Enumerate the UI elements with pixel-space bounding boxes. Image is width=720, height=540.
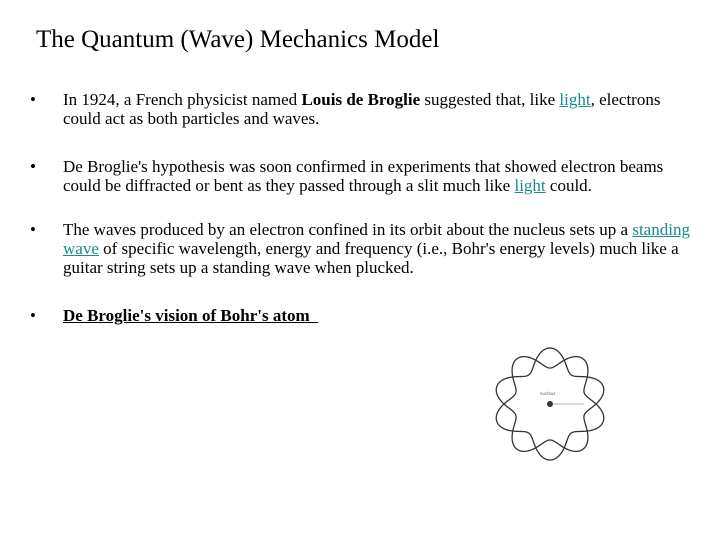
- slide-title: The Quantum (Wave) Mechanics Model: [36, 26, 440, 53]
- standing-wave-orbit: [496, 357, 604, 460]
- bullet-4: [30, 306, 700, 325]
- figure-caption: De Broglie's vision of Bohr's atom: [63, 306, 319, 325]
- nucleus-label: nucleus: [540, 391, 556, 396]
- bullet-1-text-a: In 1924, a French physicist named: [63, 90, 302, 109]
- bullet-1-text-c: , electrons could act as both particles and waves.: [63, 90, 661, 128]
- bullet-marker: •: [30, 157, 36, 176]
- bullet-3-text-b: of specific wavelength, energy and frequency (i.e., Bohr's energy levels) much like a guitar string sets up a standing wave when plucked.: [63, 239, 679, 277]
- bullet-2-text-a: De Broglie's hypothesis was soon confirmed in experiments that showed electron beams could be diffracted or bent as they passed through a slit much like: [63, 157, 664, 195]
- standing-wave-atom-figure: [488, 345, 612, 463]
- bullet-list: [30, 90, 700, 325]
- light-link[interactable]: light: [559, 90, 591, 109]
- bullet-marker: •: [30, 306, 36, 325]
- bullet-marker: •: [30, 220, 36, 239]
- standing-wave-link[interactable]: standing wave: [63, 220, 690, 258]
- bullet-2: [30, 157, 700, 195]
- bullet-3: [30, 220, 700, 277]
- light-link-2[interactable]: light: [514, 176, 546, 195]
- standing-wave-orbit-mirror: [496, 348, 604, 451]
- bullet-marker: •: [30, 90, 36, 109]
- bullet-1: [30, 90, 700, 128]
- bullet-1-text-b: suggested that, like: [420, 90, 560, 109]
- bullet-3-text-a: The waves produced by an electron confined in its orbit about the nucleus sets up a: [63, 220, 633, 239]
- bullet-2-text-b: could.: [545, 176, 592, 195]
- bullet-1-bold-name: Louis de Broglie: [301, 90, 421, 109]
